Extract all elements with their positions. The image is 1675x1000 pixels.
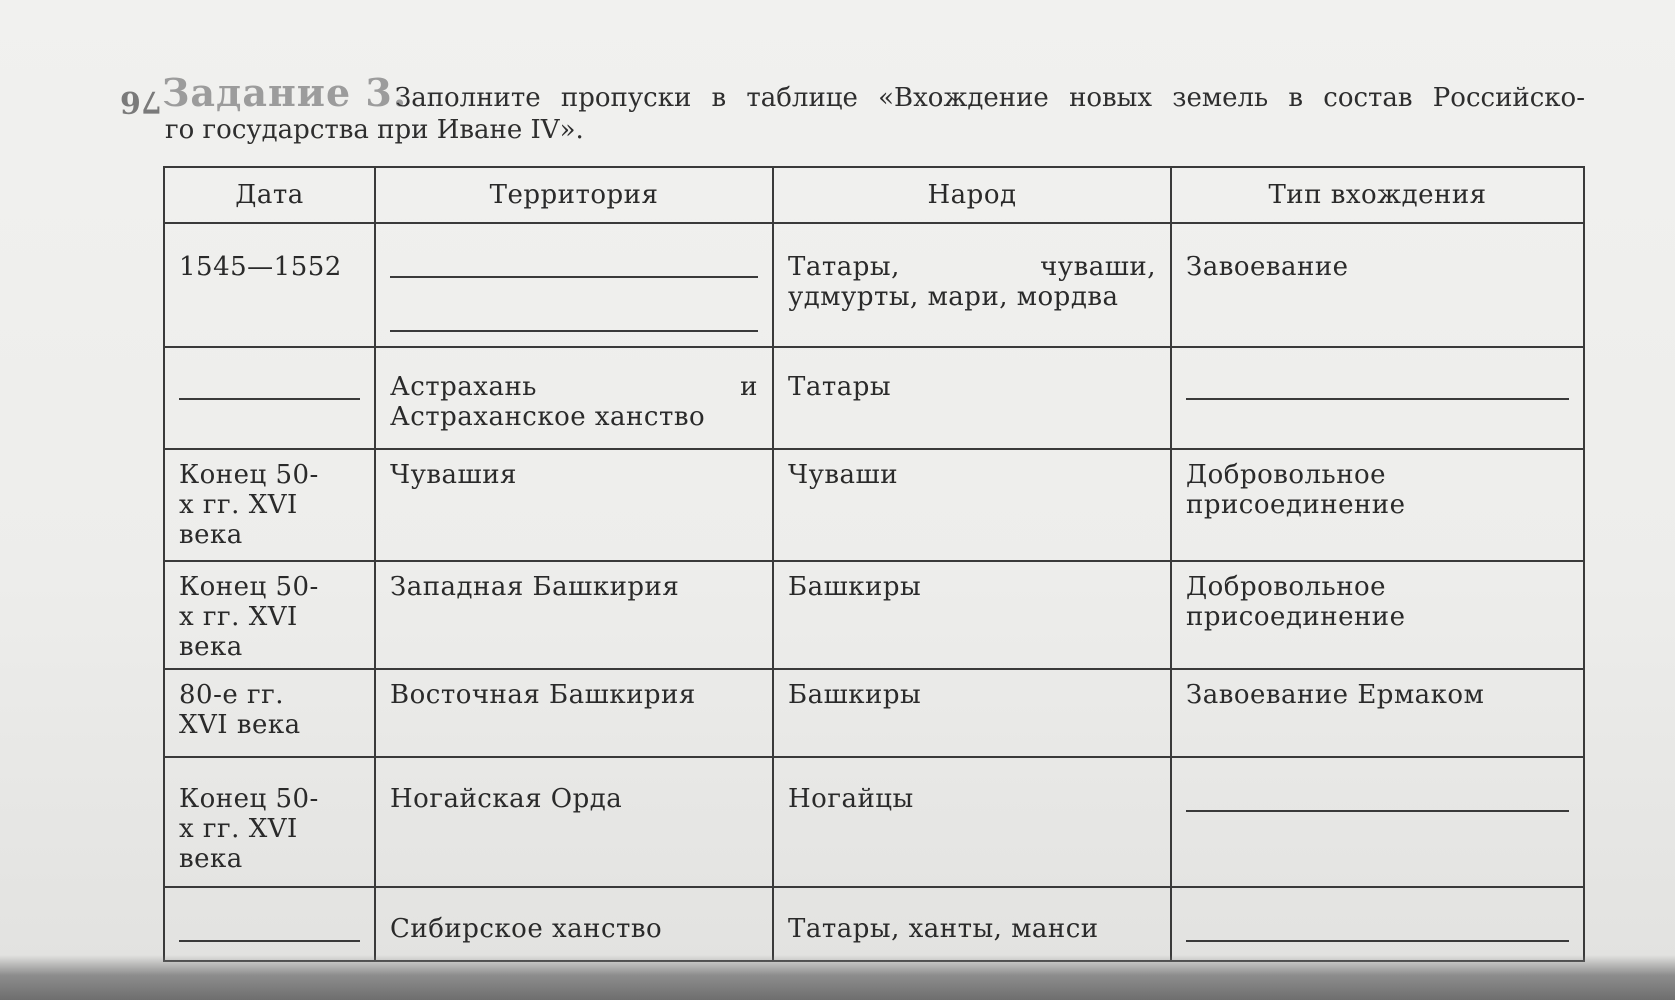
table-row bbox=[164, 347, 1584, 449]
cell-territory bbox=[375, 669, 773, 757]
territory-text: Восточная Башкирия bbox=[390, 680, 696, 710]
table-row bbox=[164, 223, 1584, 347]
territory-text: Ногайская Орда bbox=[390, 784, 623, 814]
people-text: Ногайцы bbox=[788, 784, 914, 814]
blank-line[interactable] bbox=[1186, 810, 1569, 812]
cell-type bbox=[1171, 561, 1584, 669]
table-row bbox=[164, 669, 1584, 757]
blank-line[interactable] bbox=[390, 330, 758, 332]
cell-type bbox=[1171, 223, 1584, 347]
cell-date[interactable] bbox=[164, 887, 375, 961]
date-text: 80-е гг. XVI века bbox=[179, 680, 301, 740]
cell-people bbox=[773, 223, 1171, 347]
type-text: Добровольное присоединение bbox=[1186, 460, 1406, 520]
page-number: 76 bbox=[120, 84, 162, 119]
cell-date bbox=[164, 757, 375, 887]
date-text: Конец 50-х гг. XVI века bbox=[179, 572, 319, 662]
territory-text: Западная Башкирия bbox=[390, 572, 680, 602]
cell-people bbox=[773, 887, 1171, 961]
territory-text: Сибирское ханство bbox=[390, 914, 663, 944]
blank-line[interactable] bbox=[1186, 940, 1569, 942]
header-territory: Территория bbox=[375, 167, 773, 223]
cell-people bbox=[773, 757, 1171, 887]
people-text: Татары, ханты, манси bbox=[788, 914, 1099, 944]
cell-territory bbox=[375, 757, 773, 887]
cell-date[interactable] bbox=[164, 347, 375, 449]
type-text: Завоевание bbox=[1186, 252, 1349, 282]
type-text: Завоевание Ермаком bbox=[1186, 680, 1485, 710]
cell-people bbox=[773, 561, 1171, 669]
header-date: Дата bbox=[164, 167, 375, 223]
task-instruction-line2: го государства при Иване IV». bbox=[165, 115, 584, 145]
cell-people bbox=[773, 347, 1171, 449]
cell-territory bbox=[375, 347, 773, 449]
blank-line[interactable] bbox=[1186, 398, 1569, 400]
task-label: Задание 3. bbox=[162, 70, 408, 115]
cell-people bbox=[773, 449, 1171, 561]
cell-date bbox=[164, 561, 375, 669]
cell-territory bbox=[375, 887, 773, 961]
people-text: Татары bbox=[788, 372, 892, 402]
table-row bbox=[164, 561, 1584, 669]
date-text: Конец 50-х гг. XVI века bbox=[179, 784, 319, 874]
cell-date bbox=[164, 223, 375, 347]
date-text: 1545—1552 bbox=[179, 252, 342, 282]
cell-date bbox=[164, 669, 375, 757]
territory-text: Астрахань и Астраханское ханство bbox=[390, 372, 758, 432]
people-text: Чуваши bbox=[788, 460, 899, 490]
lands-table bbox=[163, 166, 1585, 962]
cell-type[interactable] bbox=[1171, 347, 1584, 449]
cell-people bbox=[773, 669, 1171, 757]
header-people: Народ bbox=[773, 167, 1171, 223]
page-bottom-shadow bbox=[0, 955, 1675, 1000]
cell-territory[interactable] bbox=[375, 223, 773, 347]
people-text: Башкиры bbox=[788, 680, 922, 710]
people-text: Татары, чуваши, удмурты, мари, мордва bbox=[788, 252, 1156, 312]
table-header-row bbox=[164, 167, 1584, 223]
date-text: Конец 50-х гг. XVI века bbox=[179, 460, 319, 550]
cell-territory bbox=[375, 449, 773, 561]
cell-type[interactable] bbox=[1171, 757, 1584, 887]
cell-type bbox=[1171, 449, 1584, 561]
people-text: Башкиры bbox=[788, 572, 922, 602]
territory-text: Чувашия bbox=[390, 460, 517, 490]
type-text: Добровольное присоединение bbox=[1186, 572, 1406, 632]
table-row bbox=[164, 887, 1584, 961]
blank-line[interactable] bbox=[179, 940, 360, 942]
blank-line[interactable] bbox=[390, 276, 758, 278]
task-instruction-line1: Заполните пропуски в таблице «Вхождение новых земель в состав Российско- bbox=[395, 83, 1585, 113]
table-row bbox=[164, 757, 1584, 887]
table-row bbox=[164, 449, 1584, 561]
cell-date bbox=[164, 449, 375, 561]
header-type: Тип вхождения bbox=[1171, 167, 1584, 223]
cell-type[interactable] bbox=[1171, 887, 1584, 961]
blank-line[interactable] bbox=[179, 398, 360, 400]
cell-type bbox=[1171, 669, 1584, 757]
cell-territory bbox=[375, 561, 773, 669]
